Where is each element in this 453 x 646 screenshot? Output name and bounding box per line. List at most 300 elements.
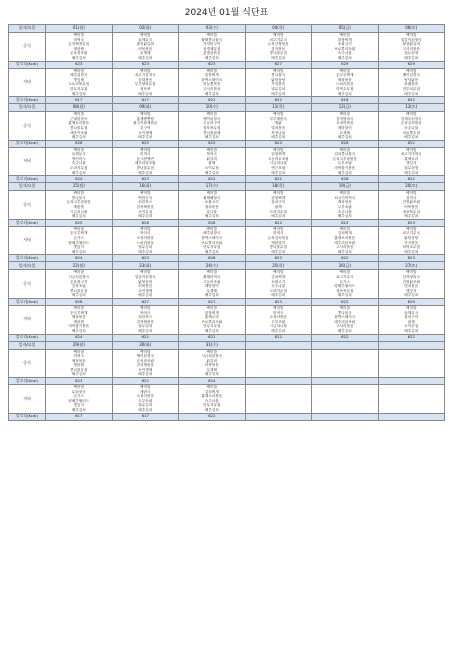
menu-item: 고사리볶음 <box>402 46 420 51</box>
menu-item <box>312 408 378 413</box>
day-header: 15(월) <box>46 183 113 191</box>
day-header: 19(금) <box>312 183 379 191</box>
menu-item: 단무지무침 <box>203 245 221 250</box>
menu-item: 마늘쫑무침 <box>402 130 420 135</box>
menu-item: 돈육김치볶음 <box>267 236 289 240</box>
lunch-menu-cell <box>46 270 113 299</box>
menu-item: 오징어볶음 <box>136 236 154 240</box>
menu-item: 미역국 <box>73 37 84 42</box>
menu-item: 백미밥 <box>140 226 151 231</box>
menu-item: 도라지무침 <box>70 166 88 171</box>
menu-item: 양배추샐러드 <box>334 284 356 289</box>
menu-item: 무나물 <box>206 209 217 214</box>
kcal-value: 624 <box>245 140 312 147</box>
menu-item: 새송이조림 <box>70 130 88 135</box>
menu-item: 백미밥 <box>273 226 284 231</box>
menu-item: 무생채 <box>339 130 350 135</box>
dinner-menu-cell <box>245 385 312 414</box>
menu-item: 얼갈이된장국 <box>134 274 156 279</box>
menu-item: 백미밥 <box>273 33 284 37</box>
kcal-value: 622 <box>378 176 445 183</box>
lunch-menu-cell <box>245 349 312 378</box>
lunch-menu-cell <box>112 33 179 62</box>
menu-item: 순대볶음 <box>138 77 153 82</box>
menu-item: 돈가스 <box>73 236 84 240</box>
lunch-kcal-row <box>9 219 445 226</box>
menu-item: 백미밥 <box>339 112 350 117</box>
kcal-value: 626 <box>112 219 179 226</box>
menu-item: 부추계란국 <box>269 116 287 121</box>
menu-item: 깻잎채 <box>73 77 84 82</box>
menu-item: 백미밥 <box>140 147 151 152</box>
menu-item: 고사리볶음 <box>203 86 221 91</box>
day-header: 05(금) <box>312 25 379 33</box>
menu-item: 순두부찌개 <box>70 231 88 236</box>
menu-item: 미역줄기볶음 <box>68 324 90 329</box>
kcal-value <box>245 413 312 420</box>
kcal-value: 622 <box>112 378 179 385</box>
menu-item: 계란말이 <box>271 240 286 245</box>
day-header: 29(월) <box>46 341 113 349</box>
menu-item: 메추리알조림 <box>134 161 156 166</box>
kcal-value <box>245 378 312 385</box>
lunch-menu-cell <box>179 191 246 220</box>
menu-item: 백미밥 <box>73 349 84 354</box>
dinner-menu-cell <box>112 385 179 414</box>
menu-item: 배추김치 <box>204 328 219 333</box>
lunch-row <box>9 112 445 141</box>
dinner-menu-cell <box>312 68 379 97</box>
kcal-value: 624 <box>179 378 246 385</box>
menu-item: 배추김치 <box>71 91 86 96</box>
kcal-label: 칼로리(Kcal) <box>9 378 46 385</box>
menu-item: 오징어볶음 <box>336 121 354 126</box>
menu-item: 배추김치 <box>204 170 219 175</box>
day-header: 24(수) <box>179 262 246 270</box>
menu-item: 돈가스 <box>73 394 84 399</box>
menu-item: 청포묵 <box>140 86 151 91</box>
menu-item: 배추김치 <box>271 135 286 140</box>
menu-item: 백미밥 <box>206 349 217 354</box>
day-header: 11(목) <box>245 104 312 112</box>
menu-item: 백미밥 <box>73 385 84 390</box>
kcal-value: 624 <box>245 219 312 226</box>
lunch-menu-cell <box>112 349 179 378</box>
menu-item: 콩나물잡채 <box>203 130 221 135</box>
menu-item: 부추양파무침 <box>134 82 156 87</box>
lunch-row <box>9 33 445 62</box>
dinner-menu-cell <box>112 305 179 334</box>
menu-item: 동그랑땡전 <box>136 156 154 161</box>
menu-table-body <box>9 25 445 421</box>
menu-item: 백미밥 <box>206 270 217 275</box>
day-header: 04(목) <box>245 25 312 33</box>
menu-item: 계란말이 <box>337 125 352 130</box>
menu-item: 백미밥 <box>339 33 350 37</box>
menu-item: 소불고기 <box>337 42 352 47</box>
page-title: 2024년 01월 식단표 <box>184 8 269 18</box>
menu-item: 배추김치 <box>71 293 86 298</box>
menu-item: 시금치된장국 <box>68 274 90 279</box>
menu-item: 콩나물무침 <box>70 125 88 130</box>
menu-item: 배추김치 <box>204 135 219 140</box>
kcal-label: 칼로리(Kcal) <box>9 61 46 68</box>
kcal-value: 617 <box>112 97 179 104</box>
menu-item: 배추김치 <box>204 214 219 219</box>
menu-item: 오이생채 <box>138 367 153 372</box>
kcal-value: 624 <box>46 176 113 183</box>
kcal-value: 626 <box>312 140 379 147</box>
menu-item: 배추김치 <box>138 135 153 140</box>
menu-item: 오징어볶음 <box>136 394 154 399</box>
kcal-label: 칼로리(Kcal) <box>9 413 46 420</box>
menu-item: 배추김치 <box>138 170 153 175</box>
menu-item: 양념닭봉 <box>404 77 419 82</box>
menu-item: 백미밥 <box>406 226 417 231</box>
kcal-value: 627 <box>112 298 179 305</box>
menu-item: 고사리볶음 <box>336 324 354 329</box>
menu-item: 열무된장 <box>404 51 419 56</box>
menu-item: 어묵볶음 <box>138 46 153 51</box>
menu-item: 백미밥 <box>273 147 284 152</box>
menu-item: 배추김치 <box>337 135 352 140</box>
day-header: 10(수) <box>179 104 246 112</box>
menu-item: 된장찌개 <box>337 37 352 42</box>
menu-item <box>246 372 312 377</box>
menu-item: 쑥갓나물 <box>271 130 286 135</box>
day-header: 26(금) <box>312 262 379 270</box>
dinner-menu-cell <box>245 68 312 97</box>
dinner-menu-cell <box>378 385 445 414</box>
menu-item: 배추김치 <box>138 293 153 298</box>
menu-item: 황태콩나물국 <box>201 37 223 42</box>
menu-item: 배추김치 <box>138 328 153 333</box>
menu-item: 가지볶음 <box>404 240 419 245</box>
menu-item: 간장닭조림 <box>402 200 420 205</box>
dinner-row <box>9 147 445 176</box>
menu-item: 도토리묵무침 <box>68 82 90 87</box>
menu-item: 김치콩나물국 <box>334 152 356 157</box>
menu-item: 떡만두국 <box>138 195 153 200</box>
kcal-value: 623 <box>112 61 179 68</box>
day-header: 18(목) <box>245 183 312 191</box>
lunch-menu-cell <box>46 349 113 378</box>
dinner-menu-cell <box>378 68 445 97</box>
kcal-value: 622 <box>312 334 379 341</box>
menu-item: 백미밥 <box>140 270 151 275</box>
menu-item: 시금치된장국 <box>201 354 223 359</box>
kcal-value: 622 <box>179 176 246 183</box>
menu-item: 돈육간장볶음 <box>267 42 289 47</box>
menu-item: 열무김치 <box>271 86 286 91</box>
menu-item: 열무김치 <box>138 324 153 329</box>
day-header: 08(월) <box>46 104 113 112</box>
menu-item: 파래볶음 <box>404 82 419 87</box>
dinner-menu-cell <box>312 305 379 334</box>
kcal-value: 623 <box>245 298 312 305</box>
menu-item: 배추김치 <box>138 408 153 413</box>
menu-item: 감자볶음 <box>271 46 286 51</box>
menu-item: 감자양파국 <box>336 116 354 121</box>
kcal-value: 629 <box>378 61 445 68</box>
kcal-value: 622 <box>245 334 312 341</box>
menu-item: 열무된장 <box>404 166 419 171</box>
dinner-menu-cell <box>312 147 379 176</box>
dinner-menu-cell <box>112 147 179 176</box>
kcal-value <box>312 378 379 385</box>
menu-item: 닭볶음탕 <box>138 279 153 284</box>
menu-item: 감자국 <box>406 195 417 200</box>
menu-item: 배추김치 <box>404 249 419 254</box>
menu-item: 배추김치 <box>204 55 219 60</box>
menu-item: 어묵볶음 <box>404 205 419 210</box>
menu-item: 백미밥 <box>339 305 350 310</box>
day-label-cell: 일자/요일 <box>9 262 46 270</box>
day-header: 02(화) <box>112 25 179 33</box>
lunch-kcal-row <box>9 378 445 385</box>
menu-item: 배추김치 <box>337 249 352 254</box>
menu-item: 배추김치 <box>404 293 419 298</box>
menu-item: 불향닭갈비 <box>402 42 420 47</box>
menu-item: 배추김치 <box>337 91 352 96</box>
menu-item: 간장닭조림 <box>402 279 420 284</box>
menu-item: 배추김치 <box>71 170 86 175</box>
menu-item: 훈제오리 <box>404 156 419 161</box>
menu-item: 쇠고기무국 <box>402 231 420 236</box>
menu-item: 백미밥 <box>406 112 417 117</box>
menu-item: 청포묵무침 <box>203 125 221 130</box>
day-header <box>378 341 445 349</box>
menu-item: 무된장국 <box>71 389 86 394</box>
day-header: 03(수) <box>179 25 246 33</box>
menu-item: 멸치볶음 <box>404 284 419 289</box>
menu-item: 가자미구이 <box>203 42 221 47</box>
dinner-menu-cell <box>179 68 246 97</box>
menu-item: 미역줄기볶음 <box>334 166 356 171</box>
menu-item: 배추김치 <box>271 328 286 333</box>
dinner-menu-cell <box>312 385 379 414</box>
dinner-kcal-row <box>9 334 445 341</box>
day-header: 31(수) <box>179 341 246 349</box>
lunch-menu-cell <box>312 270 379 299</box>
menu-item: 치킨까스 <box>138 200 153 205</box>
kcal-value: 626 <box>46 140 113 147</box>
menu-item: 배추김치 <box>271 293 286 298</box>
kcal-value: 623 <box>245 255 312 262</box>
menu-item: 오이생채 <box>138 288 153 293</box>
week-header-row <box>9 183 445 191</box>
menu-item: 잡채 <box>407 319 415 324</box>
kcal-value: 623 <box>378 219 445 226</box>
menu-item: 콩나물국 <box>71 195 86 200</box>
menu-item: 오이무침 <box>138 209 153 214</box>
lunch-label: 중식 <box>9 270 46 299</box>
kcal-value: 629 <box>378 298 445 305</box>
menu-item: 백미밥 <box>206 191 217 196</box>
menu-item: 어묵볶음 <box>204 363 219 368</box>
menu-item: 훈제오리볶음 <box>201 394 223 399</box>
dinner-menu-cell <box>179 385 246 414</box>
menu-item: 백미밥 <box>206 68 217 73</box>
dinner-menu-cell <box>46 305 113 334</box>
kcal-value: 623 <box>46 378 113 385</box>
menu-item: 계란말이 <box>204 284 219 289</box>
menu-item: 불고기잡채볶음 <box>133 121 158 126</box>
day-header: 25(목) <box>245 262 312 270</box>
menu-item: 배추된장국 <box>70 73 88 78</box>
dinner-menu-cell <box>46 68 113 97</box>
day-header <box>245 341 312 349</box>
lunch-menu-cell <box>378 270 445 299</box>
kcal-value <box>312 413 379 420</box>
dinner-row <box>9 68 445 97</box>
menu-item: 도라지무침 <box>269 209 287 214</box>
lunch-menu-cell <box>312 191 379 220</box>
menu-item: 닭볶음탕 <box>271 77 286 82</box>
menu-item: 백미밥 <box>73 147 84 152</box>
kcal-value: 628 <box>179 219 246 226</box>
day-header: 27(토) <box>378 262 445 270</box>
menu-item: 된장찌개 <box>204 310 219 315</box>
menu-item: 배추김치 <box>138 249 153 254</box>
menu-item: 오징어볶음 <box>269 315 287 320</box>
menu-item: 백미밥 <box>140 385 151 390</box>
menu-item: 느타리볶음 <box>136 240 154 245</box>
menu-item: 제육볶음 <box>337 200 352 205</box>
kcal-value: 622 <box>312 298 379 305</box>
dinner-label: 저녁 <box>9 68 46 97</box>
menu-item: 백미밥 <box>273 191 284 196</box>
menu-item: 시금치나물 <box>70 209 88 214</box>
menu-item: 깻잎지 <box>406 288 417 293</box>
kcal-value <box>378 378 445 385</box>
menu-item: 삼치구이 <box>404 315 419 320</box>
menu-item: 배추김치 <box>71 328 86 333</box>
menu-item: 배추김치 <box>404 170 419 175</box>
menu-item: 미역초무침 <box>402 245 420 250</box>
menu-item: 김치찌개 <box>271 274 286 279</box>
menu-item: 제육볶음 <box>337 77 352 82</box>
menu-item: 쇠고기감자국 <box>134 73 156 78</box>
kcal-value: 626 <box>312 176 379 183</box>
menu-item: 미역국 <box>73 354 84 359</box>
lunch-menu-cell <box>179 349 246 378</box>
kcal-value: 622 <box>112 334 179 341</box>
dinner-kcal-row <box>9 176 445 183</box>
menu-item: 콩나물무침 <box>70 367 88 372</box>
menu-item: 배추김치 <box>337 214 352 219</box>
lunch-menu-cell <box>112 112 179 141</box>
menu-item: 배추김치 <box>404 91 419 96</box>
menu-item: 꽃맛살볶음 <box>203 51 221 56</box>
menu-item: 건새우된장국 <box>400 116 422 121</box>
lunch-menu-cell <box>378 349 445 378</box>
menu-item: 백미밥 <box>273 68 284 73</box>
menu-item: 두부조림 <box>337 161 352 166</box>
menu-item: 돈육불고기 <box>70 279 88 284</box>
lunch-menu-cell <box>312 33 379 62</box>
menu-item: 고등어조림 <box>203 279 221 284</box>
menu-item: 감자채볶음 <box>136 363 154 368</box>
menu-item: 돈육고추장볶음 <box>332 156 357 161</box>
kcal-value: 624 <box>46 334 113 341</box>
menu-item: 숙주나물 <box>337 209 352 214</box>
menu-item: 배추김치 <box>71 372 86 377</box>
kcal-value: 627 <box>179 298 246 305</box>
menu-item: 북어국 <box>206 152 217 157</box>
menu-item: 들깨무국 <box>138 37 153 42</box>
menu-item: 멸치볶음 <box>204 205 219 210</box>
menu-item: 고등어구이 <box>203 121 221 126</box>
menu-item: 황태미역국 <box>203 274 221 279</box>
dinner-label: 저녁 <box>9 226 46 255</box>
menu-item: 배추김치 <box>204 293 219 298</box>
menu-item: 백미밥 <box>140 349 151 354</box>
menu-item: 배추김치 <box>271 91 286 96</box>
menu-item: 된장찌개 <box>271 152 286 157</box>
menu-item: 찜닭 <box>274 121 282 126</box>
dinner-kcal-row <box>9 255 445 262</box>
lunch-menu-cell <box>245 33 312 62</box>
menu-item: 잡채 <box>274 205 282 210</box>
menu-item: 숙주나물 <box>204 398 219 403</box>
menu-item: 배추김치 <box>337 293 352 298</box>
menu-item: 홍게짬뽕탕 <box>136 116 154 121</box>
menu-table <box>8 24 445 421</box>
dinner-menu-cell <box>378 147 445 176</box>
menu-item: 백미밥 <box>206 33 217 37</box>
dinner-row <box>9 385 445 414</box>
lunch-menu-cell <box>245 270 312 299</box>
lunch-kcal-row <box>9 61 445 68</box>
week-header-row <box>9 341 445 349</box>
kcal-value: 623 <box>378 255 445 262</box>
menu-item: 단무지무침 <box>203 324 221 329</box>
lunch-menu-cell <box>179 270 246 299</box>
menu-item: 단무지무침 <box>203 403 221 408</box>
lunch-menu-cell <box>46 33 113 62</box>
menu-item: 근대된장국 <box>70 116 88 121</box>
menu-item: 깻잎지 <box>406 161 417 166</box>
menu-item: 배추김치 <box>204 91 219 96</box>
lunch-menu-cell <box>312 349 379 378</box>
kcal-label: 칼로리(Kcal) <box>9 298 46 305</box>
day-header: 30(화) <box>112 341 179 349</box>
menu-item: 제육볶음 <box>71 315 86 320</box>
kcal-value: 623 <box>112 176 179 183</box>
dinner-menu-cell <box>179 226 246 255</box>
day-header: 09(화) <box>112 104 179 112</box>
menu-item: 백미밥 <box>273 305 284 310</box>
menu-item: 삼치구이 <box>271 200 286 205</box>
menu-item: 들깨무국 <box>404 310 419 315</box>
menu-item: 배추김치 <box>138 372 153 377</box>
kcal-value <box>378 413 445 420</box>
menu-item: 숙주나물 <box>271 284 286 289</box>
menu-item: 배추김치 <box>271 170 286 175</box>
week-header-row <box>9 262 445 270</box>
menu-item: 닭갈비 <box>206 156 217 161</box>
kcal-value: 622 <box>378 140 445 147</box>
day-header <box>312 341 379 349</box>
lunch-kcal-row <box>9 298 445 305</box>
lunch-menu-cell <box>112 191 179 220</box>
menu-item: 두부조림 <box>138 398 153 403</box>
menu-item: 돈육고추장볶음 <box>66 200 91 205</box>
menu-item: 계란국 <box>140 389 151 394</box>
day-header: 23(화) <box>112 262 179 270</box>
menu-item: 느타리볶음 <box>336 82 354 87</box>
